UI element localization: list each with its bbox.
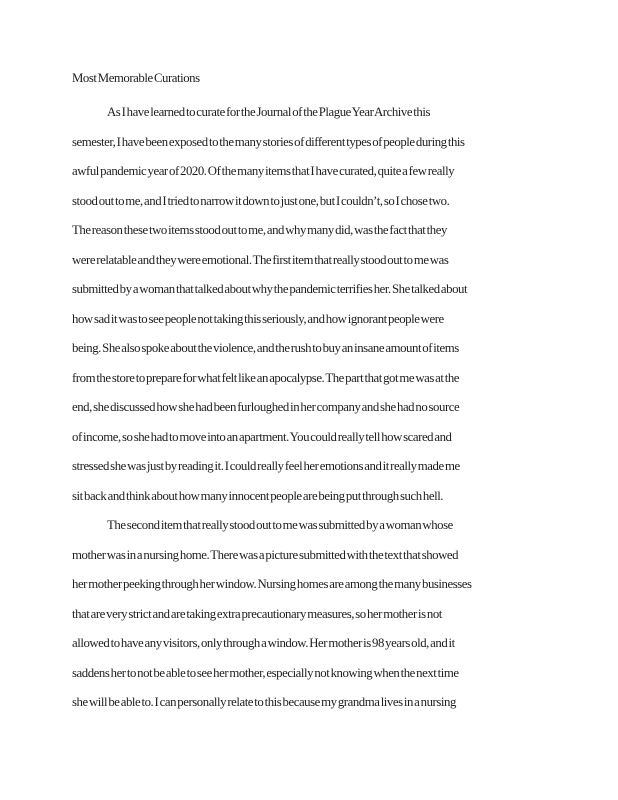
text-line: The reason these two items stood out to me, and why many did, was the fact that they — [72, 223, 447, 237]
text-line: mother was in a nursing home. There was a picture submitted with the text that showed — [72, 547, 459, 562]
text-line: stood out to me, and I tried to narrow it down to just one, but I couldn’t, so I chose two. — [72, 193, 450, 208]
text-line: allowed to have any visitors, only through a window. Her mother is 98 years old, and it — [72, 636, 455, 650]
document-body — [72, 98, 546, 718]
text-line: being. She also spoke about the violence, and the rush to buy an insane amount of items — [72, 341, 459, 355]
text-line: from the store to prepare for what felt like an apocalypse. The part that got me was at the — [72, 370, 460, 385]
text-line: The second item that really stood out to me was submitted by a woman whose — [107, 518, 453, 532]
text-line: of income, so she had to move into an apartment. You could really tell how scared and — [72, 429, 452, 444]
text-line: As I have learned to curate for the Journal of the Plague Year Archive this — [107, 105, 430, 119]
text-line: end, she discussed how she had been furloughed in her company and she had no source — [72, 400, 460, 414]
text-line: were relatable and they were emotional. The first item that really stood out to me was — [72, 252, 449, 267]
text-line: stressed she was just by reading it. I could really feel her emotions and it really made me — [72, 459, 460, 473]
document-title: Most Memorable Curations — [72, 71, 200, 85]
text-line: she will be able to. I can personally relate to this because my grandma lives in a nursing — [72, 695, 456, 709]
text-line: submitted by a woman that talked about why the pandemic terrifies her. She talked about — [72, 282, 468, 296]
text-line: semester, I have been exposed to the many stories of different types of people during this — [72, 134, 465, 149]
text-line: awful pandemic year of 2020. Of the many items that I have curated, quite a few really — [72, 164, 455, 178]
text-line: sit back and think about how many innocent people are being put through such hell. — [72, 488, 444, 503]
text-line: her mother peeking through her window. Nursing homes are among the many businesses — [72, 577, 472, 591]
text-line: how sad it was to see people not taking this seriously, and how ignorant people were — [72, 311, 444, 326]
text-line: that are very strict and are taking extra precautionary measures, so her mother is not — [72, 606, 442, 621]
document-content — [72, 64, 546, 718]
text-line: saddens her to not be able to see her mother, especially not knowing when the next time — [72, 665, 459, 680]
